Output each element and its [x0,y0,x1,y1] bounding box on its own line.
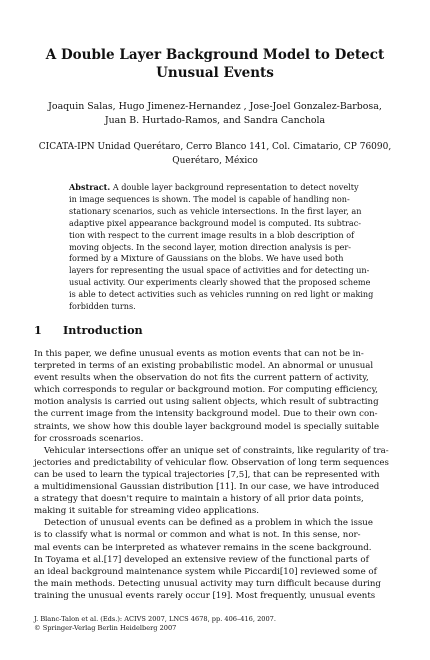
abstract-label: Abstract. [69,182,111,192]
body-line: mal events can be interpreted as whatever remains in the scene background. [34,542,372,553]
body-line: motion analysis is carried out using salient objects, which result of subtracting [34,397,379,408]
body-text [34,348,396,602]
body-line: event results when the observation do not fits the current pattern of activity, [34,373,369,384]
abstract-line [69,182,361,194]
author-line: Juan B. Hurtado-Ramos, and Sandra Canchola [104,115,326,126]
abstract-line: moving objects. In the second layer, motion direction analysis is per- [69,241,352,252]
affiliation-line: Querétaro, México [172,156,258,166]
abstract [69,182,374,313]
body-line: jectories and predictability of vehicular flow. Observation of long term sequences [34,457,389,468]
body-line: In this paper, we define unusual events as motion events that can not be in- [34,349,364,359]
abstract-line: layers for representing the usual space of activities and for detecting un- [69,265,370,276]
title-line: A Double Layer Background Model to Detect [45,47,385,63]
abstract-line: tion with respect to the current image results in a blob description of [69,229,355,240]
body-line: making it suitable for streaming video applications. [34,506,260,517]
body-line: which corresponds to regular or background motion. For computing efficiency, [34,385,379,396]
paper-title [40,46,390,82]
footnote-line: © Springer-Verlag Berlin Heidelberg 2007 [34,624,177,632]
publication-footnote [34,615,276,633]
body-line: a strategy that doesn't require to maintain a history of all prior data points, [34,494,364,505]
abstract-line: is able to detect activities such as vehicles running on red light or making [69,289,374,300]
abstract-line-text: A double layer background representation to detect novelty [112,182,359,192]
abstract-line: adaptive pixel appearance background model is computed. Its subtrac- [69,217,362,228]
abstract-line: in image sequences is shown. The model is capable of handling non- [69,193,350,204]
body-line: training the unusual events rarely occur [19]. Most frequently, unusual events [34,590,376,601]
body-line: terpreted in terms of an existing probabilistic model. An abnormal or unusual [34,361,374,372]
abstract-line: stationary scenarios, such as vehicle intersections. In the first layer, an [69,205,362,216]
body-line: Detection of unusual events can be defined as a problem in which the issue [44,518,373,529]
body-line: straints, we show how this double layer background model is specially suitable [34,421,380,432]
affiliation-line: CICATA-IPN Unidad Querétaro, Cerro Blanco 141, Col. Cimatario, CP 76090, [38,142,392,152]
body-line: can be used to learn the typical trajectories [7,5], that can be represented with [34,469,380,480]
title-line: Unusual Events [156,65,274,81]
author-line: Joaquin Salas, Hugo Jimenez-Hernandez , Jose-Joel Gonzalez-Barbosa, [48,101,382,112]
section-number: 1 [34,323,42,337]
body-line: for crossroads scenarios. [34,433,144,444]
body-line: an ideal background maintenance system while Piccardi[10] reviewed some of [34,566,377,577]
author-list [30,100,400,128]
abstract-line: forbidden turns. [69,301,136,312]
affiliation [30,140,400,168]
body-line: the current image from the intensity background model. Due to their own con- [34,409,378,420]
body-line: a multidimensional Gaussian distribution [11]. In our case, we have introduced [34,482,380,493]
body-line: Vehicular intersections offer an unique set of constraints, like regularity of tra- [44,445,389,456]
body-line: the main methods. Detecting unusual activity may turn difficult because during [34,578,381,589]
footnote-line: J. Blanc-Talon et al. (Eds.): ACIVS 2007, LNCS 4678, pp. 406–416, 2007. [34,615,276,623]
section-title: Introduction [63,323,143,337]
body-line: In Toyama et al.[17] developed an extensive review of the functional parts of [34,554,369,565]
section-heading [34,323,143,337]
abstract-line: usual activity. Our experiments clearly showed that the proposed scheme [69,277,371,288]
abstract-line: formed by a Mixture of Gaussians on the blobs. We have used both [69,253,344,264]
body-line: is to classify what is normal or common and what is not. In this sense, nor- [34,530,361,541]
